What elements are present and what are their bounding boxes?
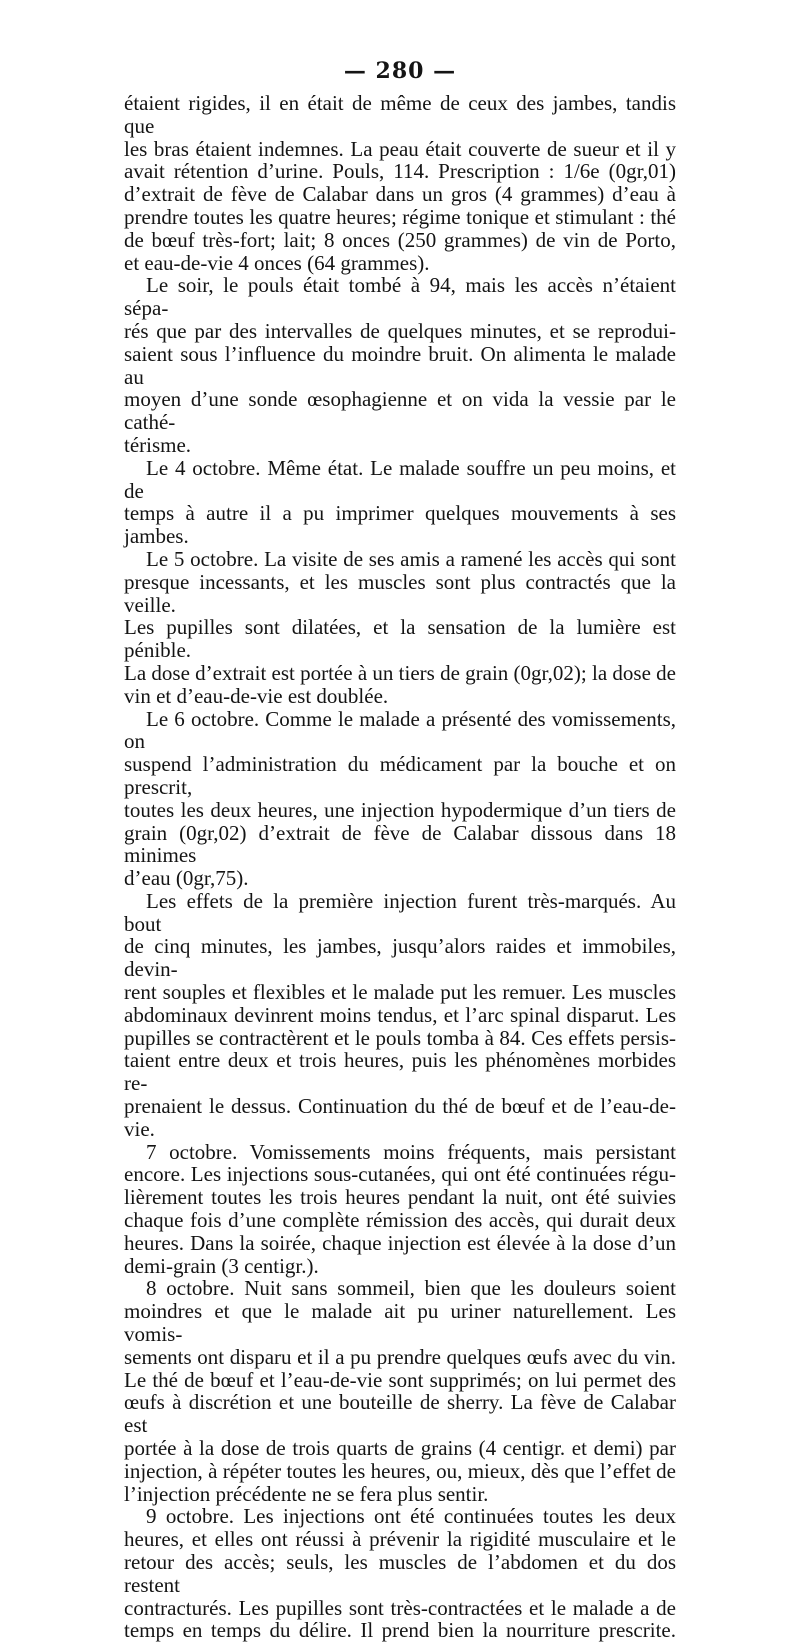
text-line: étaient rigides, il en était de même de ceux des jambes, tandis que (124, 91, 676, 138)
text-line: Les effets de la première injection furent très-marqués. Au bout (124, 888, 676, 936)
text-line: contracturés. Les pupilles sont très-contractées et le malade a de (124, 1595, 676, 1620)
text-line: térisme. (124, 432, 192, 457)
text-line: portée à la dose de trois quarts de grains (4 centigr. et demi) par (124, 1436, 676, 1461)
text-line: œufs à discrétion et une bouteille de sherry. La fève de Calabar est (124, 1390, 676, 1438)
text-line: Le 6 octobre. Comme le malade a présenté des vomissements, on (124, 706, 676, 754)
text-line: toutes les deux heures, une injection hypodermique d’un tiers de (124, 797, 676, 822)
text-line: l’injection précédente ne se fera plus sentir. (124, 1481, 489, 1506)
text-line: 9 octobre. Les injections ont été continuées toutes les deux (146, 1504, 676, 1529)
text-line: moindres et que le malade ait pu uriner naturellement. Les vomis- (124, 1299, 676, 1347)
text-line: prendre toutes les quatre heures; régime tonique et stimulant : thé (124, 204, 676, 229)
text-line: La dose d’extrait est portée à un tiers de grain (0gr,02); la dose de (124, 660, 676, 685)
text-line: pupilles se contractèrent et le pouls tomba à 84. Ces effets persis- (124, 1025, 676, 1050)
body-text (124, 92, 676, 1642)
text-line: injection, à répéter toutes les heures, ou, mieux, dès que l’effet de (124, 1458, 676, 1483)
text-line: saient sous l’influence du moindre bruit. On alimenta le malade au (124, 341, 676, 389)
text-line: 8 octobre. Nuit sans sommeil, bien que les douleurs soient (146, 1276, 676, 1301)
text-line: presque incessants, et les muscles sont plus contractés que la veille. (124, 569, 676, 617)
text-line: abdominaux devinrent moins tendus, et l’arc spinal disparut. Les (124, 1002, 676, 1027)
text-line: Les pupilles sont dilatées, et la sensation de la lumière est pénible. (124, 615, 676, 663)
text-line: avait rétention d’urine. Pouls, 114. Prescription : 1/6e (0gr,01) (124, 159, 676, 184)
text-line: Le 4 octobre. Même état. Le malade souffre un peu moins, et de (124, 455, 676, 503)
text-line: et eau-de-vie 4 onces (64 grammes). (124, 250, 430, 275)
book-page (124, 58, 676, 1642)
text-line: les bras étaient indemnes. La peau était couverte de sueur et il y (124, 136, 676, 161)
text-line: prenaient le dessus. Continuation du thé de bœuf et de l’eau-de-vie. (124, 1094, 676, 1141)
text-line: encore. Les injections sous-cutanées, qui ont été continuées régu- (124, 1162, 676, 1187)
text-line: grain (0gr,02) d’extrait de fève de Calabar dissous dans 18 minimes (124, 820, 676, 868)
text-line: taient entre deux et trois heures, puis les phénomènes morbides re- (124, 1048, 676, 1096)
text-line: suspend l’administration du médicament par la bouche et on prescrit, (124, 752, 676, 799)
page-number: — 280 — (343, 58, 457, 84)
text-line: heures, et elles ont réussi à prévenir la rigidité musculaire et le (124, 1527, 676, 1552)
text-line: Le soir, le pouls était tombé à 94, mais les accès n’étaient sépa- (124, 273, 676, 321)
text-line: rent souples et flexibles et le malade put les remuer. Les muscles (124, 980, 676, 1005)
text-line: rés que par des intervalles de quelques minutes, et se reprodui- (124, 318, 676, 343)
text-line: heures. Dans la soirée, chaque injection est élevée à la dose d’un (124, 1230, 676, 1255)
text-line: chaque fois d’une complète rémission des accès, qui durait deux (124, 1208, 676, 1233)
text-line: sements ont disparu et il a pu prendre quelques œufs avec du vin. (124, 1344, 676, 1369)
text-line: 7 octobre. Vomissements moins fréquents, mais persistant (146, 1139, 676, 1164)
text-line: temps à autre il a pu imprimer quelques mouvements à ses jambes. (124, 501, 676, 549)
text-line: d’eau (0gr,75). (124, 866, 249, 891)
text-line: lièrement toutes les trois heures pendant la nuit, ont été suivies (124, 1185, 676, 1210)
text-line: moyen d’une sonde œsophagienne et on vida la vessie par le cathé- (124, 387, 676, 435)
text-line: vin et d’eau-de-vie est doublée. (124, 683, 389, 708)
text-line: de bœuf très-fort; lait; 8 onces (250 grammes) de vin de Porto, (124, 227, 676, 252)
text-line: de cinq minutes, les jambes, jusqu’alors raides et immobiles, devin- (124, 934, 676, 982)
text-line: d’extrait de fève de Calabar dans un gros (4 grammes) d’eau à (124, 182, 676, 207)
text-line: retour des accès; seuls, les muscles de l’abdomen et du dos restent (124, 1550, 676, 1597)
text-line: Le thé de bœuf et l’eau-de-vie sont supprimés; on lui permet des (124, 1367, 676, 1392)
text-line: demi-grain (3 centigr.). (124, 1253, 319, 1278)
text-line: temps en temps du délire. Il prend bien la nourriture prescrite. (124, 1618, 676, 1642)
text-line: Le 5 octobre. La visite de ses amis a ramené les accès qui sont (146, 546, 676, 571)
